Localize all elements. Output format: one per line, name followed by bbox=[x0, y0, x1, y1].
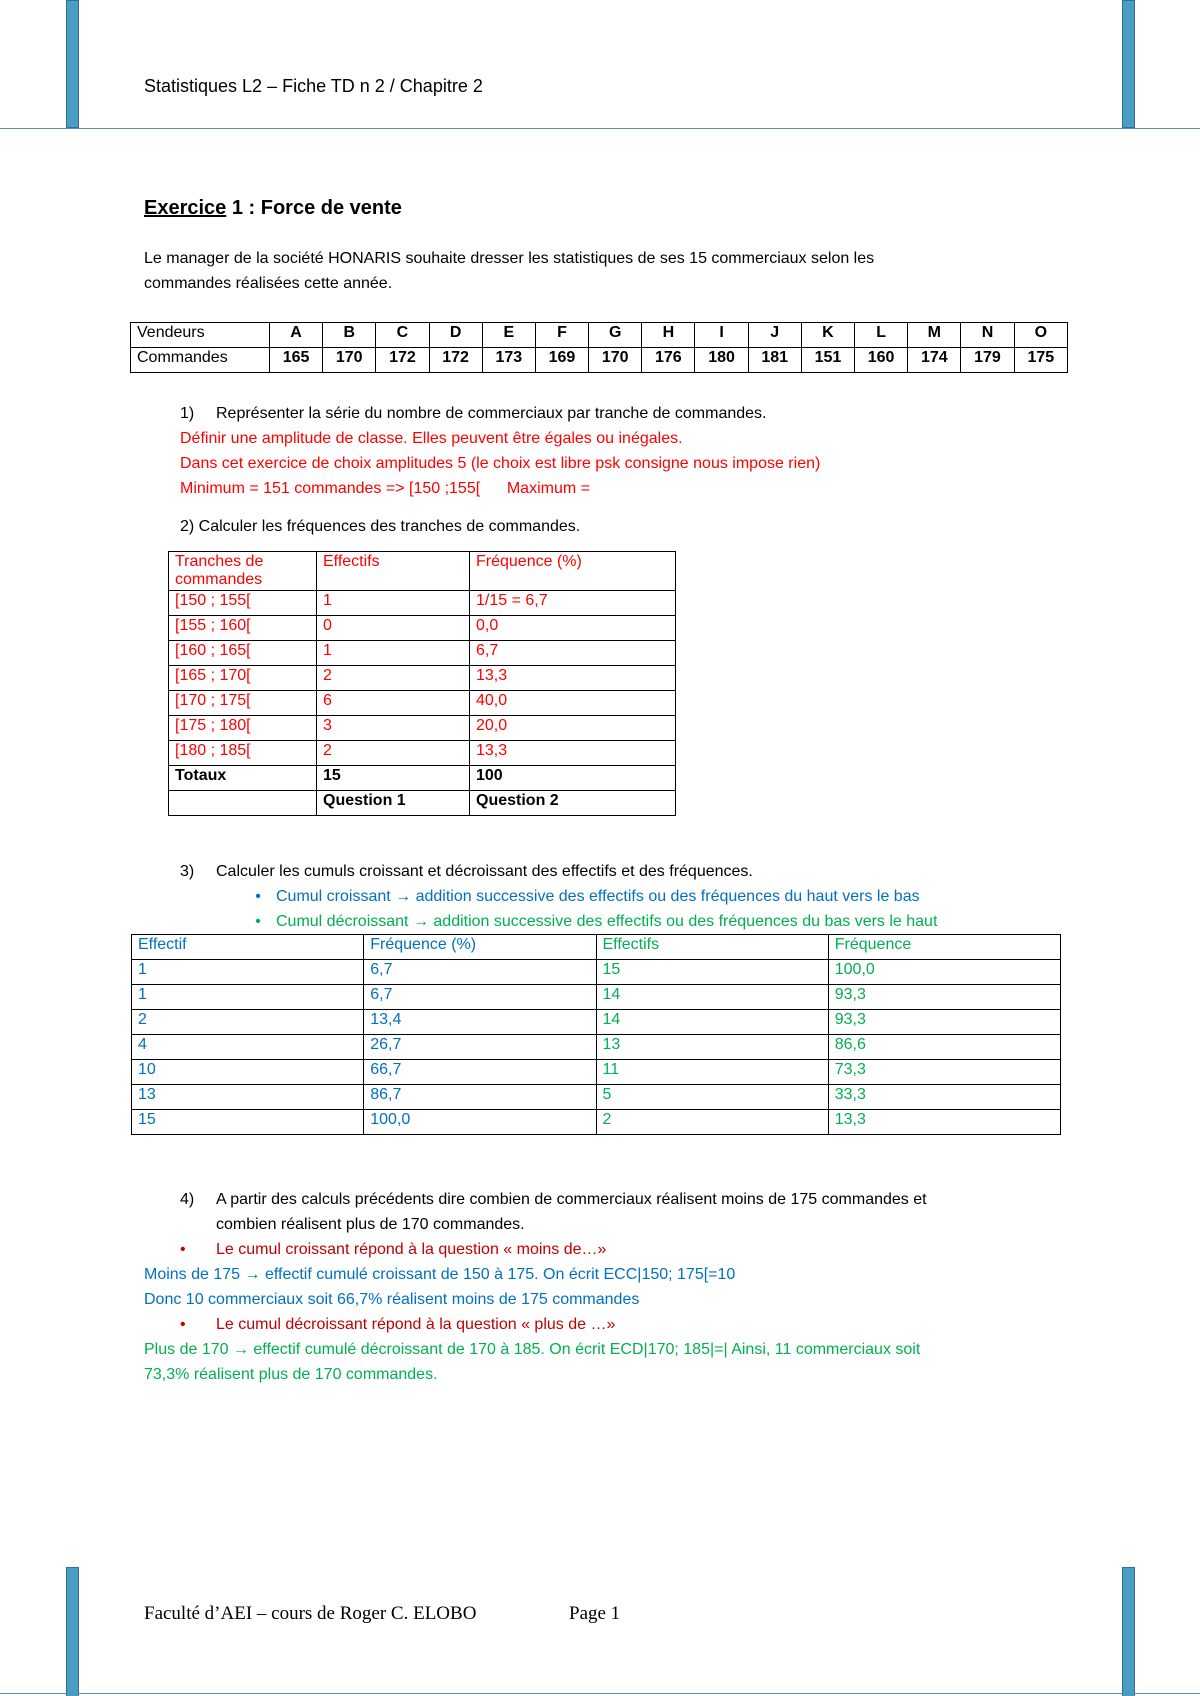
table-cell: 73,3 bbox=[828, 1060, 1060, 1085]
table-cell: 2 bbox=[132, 1010, 364, 1035]
table-cell: 0 bbox=[317, 616, 470, 641]
table-cell: 169 bbox=[535, 348, 588, 373]
table-cell: 5 bbox=[596, 1085, 828, 1110]
q3-bullet-2 bbox=[240, 913, 937, 931]
q3-text bbox=[180, 863, 753, 881]
q1-answer-2: Dans cet exercice de choix amplitudes 5 (le choix est libre psk consigne nous impose rien) bbox=[180, 455, 821, 472]
table-cell: 93,3 bbox=[828, 1010, 1060, 1035]
header-divider bbox=[0, 128, 1200, 129]
table-cell: [170 ; 175[ bbox=[169, 691, 317, 716]
table-cell: 86,6 bbox=[828, 1035, 1060, 1060]
header-left-bar bbox=[66, 0, 79, 128]
table-cell: 3 bbox=[317, 716, 470, 741]
table-cell: [150 ; 155[ bbox=[169, 591, 317, 616]
table-cell: 175 bbox=[1014, 348, 1067, 373]
table-cell: [165 ; 170[ bbox=[169, 666, 317, 691]
table-cell: 14 bbox=[596, 985, 828, 1010]
q1-text bbox=[180, 405, 767, 423]
q4-line-2: combien réalisent plus de 170 commandes. bbox=[216, 1216, 525, 1233]
table-cell: Question 1 bbox=[317, 791, 470, 816]
table-cell: O bbox=[1014, 323, 1067, 348]
bullet-icon: • bbox=[255, 888, 261, 905]
q4-line-1 bbox=[180, 1191, 927, 1209]
table-cell: 165 bbox=[269, 348, 322, 373]
q4-answer-1a: Moins de 175 → effectif cumulé croissant de 150 à 175. On écrit ECC|150; 175[=10 bbox=[144, 1266, 736, 1283]
table-cell: C bbox=[376, 323, 429, 348]
q4-line-1-text: A partir des calculs précédents dire combien de commerciaux réalisent moins de 175 commandes et bbox=[216, 1191, 927, 1208]
table-cell: 1 bbox=[132, 985, 364, 1010]
table-cell: 11 bbox=[596, 1060, 828, 1085]
table-cell: I bbox=[695, 323, 748, 348]
q3-bullet-1-text: Cumul croissant → addition successive des effectifs ou des fréquences du haut vers le bas bbox=[276, 888, 920, 905]
vendors-row bbox=[131, 323, 1068, 348]
footer-divider bbox=[0, 1693, 1200, 1694]
header-right-bar bbox=[1122, 0, 1135, 128]
table-row bbox=[132, 1035, 1061, 1060]
table-row bbox=[169, 666, 676, 691]
table-cell: A bbox=[269, 323, 322, 348]
totals-row bbox=[169, 766, 676, 791]
footer-author: Faculté d’AEI – cours de Roger C. ELOBO bbox=[144, 1603, 477, 1624]
q1-label: Représenter la série du nombre de commerciaux par tranche de commandes. bbox=[216, 405, 767, 422]
table-cell: 1 bbox=[132, 960, 364, 985]
table-cell: [175 ; 180[ bbox=[169, 716, 317, 741]
bullet-icon: • bbox=[255, 913, 261, 930]
table-cell: 176 bbox=[642, 348, 695, 373]
table-cell: Effectif bbox=[132, 935, 364, 960]
table-cell: 100,0 bbox=[828, 960, 1060, 985]
table-cell: Effectifs bbox=[317, 552, 470, 591]
table-cell: 15 bbox=[132, 1110, 364, 1135]
table-cell: 100,0 bbox=[364, 1110, 596, 1135]
q1-answer-1: Définir une amplitude de classe. Elles peuvent être égales ou inégales. bbox=[180, 430, 683, 447]
table-cell: M bbox=[908, 323, 961, 348]
exercise-title bbox=[144, 197, 402, 220]
table-cell: Fréquence bbox=[828, 935, 1060, 960]
table-cell: H bbox=[642, 323, 695, 348]
frequency-table bbox=[168, 551, 676, 816]
table-cell: 174 bbox=[908, 348, 961, 373]
table-row bbox=[169, 691, 676, 716]
table-cell: 33,3 bbox=[828, 1085, 1060, 1110]
q4-answer-2a: Plus de 170 → effectif cumulé décroissant de 170 à 185. On écrit ECD|170; 185|=| Ainsi, 11 commerciaux soit bbox=[144, 1341, 921, 1358]
intro-line-1: Le manager de la société HONARIS souhaite dresser les statistiques de ses 15 commerciaux selon les bbox=[144, 250, 875, 267]
table-cell: L bbox=[855, 323, 908, 348]
table-cell: Vendeurs bbox=[131, 323, 270, 348]
q2-text: 2) Calculer les fréquences des tranches de commandes. bbox=[180, 518, 581, 535]
intro-line-2: commandes réalisées cette année. bbox=[144, 275, 393, 292]
table-cell: 13 bbox=[596, 1035, 828, 1060]
table-cell: 13,3 bbox=[828, 1110, 1060, 1135]
table-cell: 170 bbox=[323, 348, 376, 373]
table-cell: [155 ; 160[ bbox=[169, 616, 317, 641]
table-cell: Fréquence (%) bbox=[470, 552, 676, 591]
table-cell: 15 bbox=[317, 766, 470, 791]
footer-left-bar bbox=[66, 1567, 79, 1696]
bullet-icon: • bbox=[180, 1241, 186, 1258]
table-cell: [180 ; 185[ bbox=[169, 741, 317, 766]
table-cell: K bbox=[801, 323, 854, 348]
table-cell: 13,3 bbox=[470, 741, 676, 766]
table-cell: 172 bbox=[376, 348, 429, 373]
table-cell: 179 bbox=[961, 348, 1014, 373]
table-cell: 13,4 bbox=[364, 1010, 596, 1035]
table-row bbox=[132, 985, 1061, 1010]
table-cell bbox=[169, 791, 317, 816]
table-cell: N bbox=[961, 323, 1014, 348]
table-row bbox=[169, 641, 676, 666]
q4-bullet-2 bbox=[180, 1316, 615, 1334]
table-cell: 86,7 bbox=[364, 1085, 596, 1110]
table-cell: 100 bbox=[470, 766, 676, 791]
exercise-title-rest: 1 : Force de vente bbox=[226, 197, 402, 219]
table-row bbox=[132, 1010, 1061, 1035]
table-cell: 0,0 bbox=[470, 616, 676, 641]
exercise-title-underlined: Exercice bbox=[144, 197, 227, 219]
table-cell: Fréquence (%) bbox=[364, 935, 596, 960]
table-row bbox=[169, 716, 676, 741]
table-cell: 6,7 bbox=[364, 960, 596, 985]
q3-label: Calculer les cumuls croissant et décroissant des effectifs et des fréquences. bbox=[216, 863, 753, 880]
sales-table bbox=[130, 322, 1068, 373]
table-cell: 6,7 bbox=[364, 985, 596, 1010]
table-row bbox=[132, 1110, 1061, 1135]
table-cell: 160 bbox=[855, 348, 908, 373]
q4-answer-1b: Donc 10 commerciaux soit 66,7% réalisent moins de 175 commandes bbox=[144, 1291, 640, 1308]
table-row bbox=[132, 1060, 1061, 1085]
table-cell: F bbox=[535, 323, 588, 348]
table-row bbox=[169, 616, 676, 641]
table-cell: 1/15 = 6,7 bbox=[470, 591, 676, 616]
table-cell: 10 bbox=[132, 1060, 364, 1085]
table-cell: 1 bbox=[317, 641, 470, 666]
table-cell: G bbox=[589, 323, 642, 348]
table-cell: 13 bbox=[132, 1085, 364, 1110]
q4-number: 4) bbox=[180, 1191, 195, 1208]
q1-number: 1) bbox=[180, 405, 195, 422]
q3-number: 3) bbox=[180, 863, 195, 880]
q4-answer-2b: 73,3% réalisent plus de 170 commandes. bbox=[144, 1366, 438, 1383]
table-cell: Effectifs bbox=[596, 935, 828, 960]
q4-bullet-2-text: Le cumul décroissant répond à la question « plus de …» bbox=[216, 1316, 616, 1333]
q3-bullet-1 bbox=[240, 888, 920, 906]
table-cell: 173 bbox=[482, 348, 535, 373]
table-cell: 15 bbox=[596, 960, 828, 985]
table-cell: 40,0 bbox=[470, 691, 676, 716]
table-cell: 6 bbox=[317, 691, 470, 716]
q1-answer-3: Minimum = 151 commandes => [150 ;155[ Maximum = bbox=[180, 480, 590, 497]
table-cell: 2 bbox=[317, 666, 470, 691]
q4-bullet-1-text: Le cumul croissant répond à la question « moins de…» bbox=[216, 1241, 607, 1258]
table-cell: 6,7 bbox=[470, 641, 676, 666]
table-cell: D bbox=[429, 323, 482, 348]
footer-right-bar bbox=[1122, 1567, 1135, 1696]
footer-page-number: Page 1 bbox=[569, 1603, 621, 1624]
table-cell: [160 ; 165[ bbox=[169, 641, 317, 666]
table-cell: B bbox=[323, 323, 376, 348]
cumul-table bbox=[131, 934, 1061, 1135]
orders-row bbox=[131, 348, 1068, 373]
table-cell: 172 bbox=[429, 348, 482, 373]
q4-bullet-1 bbox=[180, 1241, 606, 1259]
table-cell: E bbox=[482, 323, 535, 348]
table-cell: 151 bbox=[801, 348, 854, 373]
table-cell: 170 bbox=[589, 348, 642, 373]
table-cell: 4 bbox=[132, 1035, 364, 1060]
table-cell: 66,7 bbox=[364, 1060, 596, 1085]
table-cell: Tranches de commandes bbox=[169, 552, 317, 591]
table-cell: 180 bbox=[695, 348, 748, 373]
table-cell: 13,3 bbox=[470, 666, 676, 691]
table-cell: 93,3 bbox=[828, 985, 1060, 1010]
table-cell: Totaux bbox=[169, 766, 317, 791]
table-row bbox=[132, 960, 1061, 985]
header-title: Statistiques L2 – Fiche TD n 2 / Chapitre 2 bbox=[144, 76, 483, 96]
table-cell: 26,7 bbox=[364, 1035, 596, 1060]
header-row bbox=[132, 935, 1061, 960]
table-cell: 2 bbox=[317, 741, 470, 766]
table-row bbox=[132, 1085, 1061, 1110]
table-row bbox=[169, 741, 676, 766]
table-cell: 14 bbox=[596, 1010, 828, 1035]
table-cell: 20,0 bbox=[470, 716, 676, 741]
table-cell: J bbox=[748, 323, 801, 348]
table-cell: 1 bbox=[317, 591, 470, 616]
question-row bbox=[169, 791, 676, 816]
bullet-icon: • bbox=[180, 1316, 186, 1333]
table-cell: 2 bbox=[596, 1110, 828, 1135]
table-cell: Question 2 bbox=[470, 791, 676, 816]
table-cell: 181 bbox=[748, 348, 801, 373]
table-row bbox=[169, 591, 676, 616]
table-cell: Commandes bbox=[131, 348, 270, 373]
q3-bullet-2-text: Cumul décroissant → addition successive des effectifs ou des fréquences du bas vers le haut bbox=[276, 913, 938, 930]
header-row bbox=[169, 552, 676, 591]
